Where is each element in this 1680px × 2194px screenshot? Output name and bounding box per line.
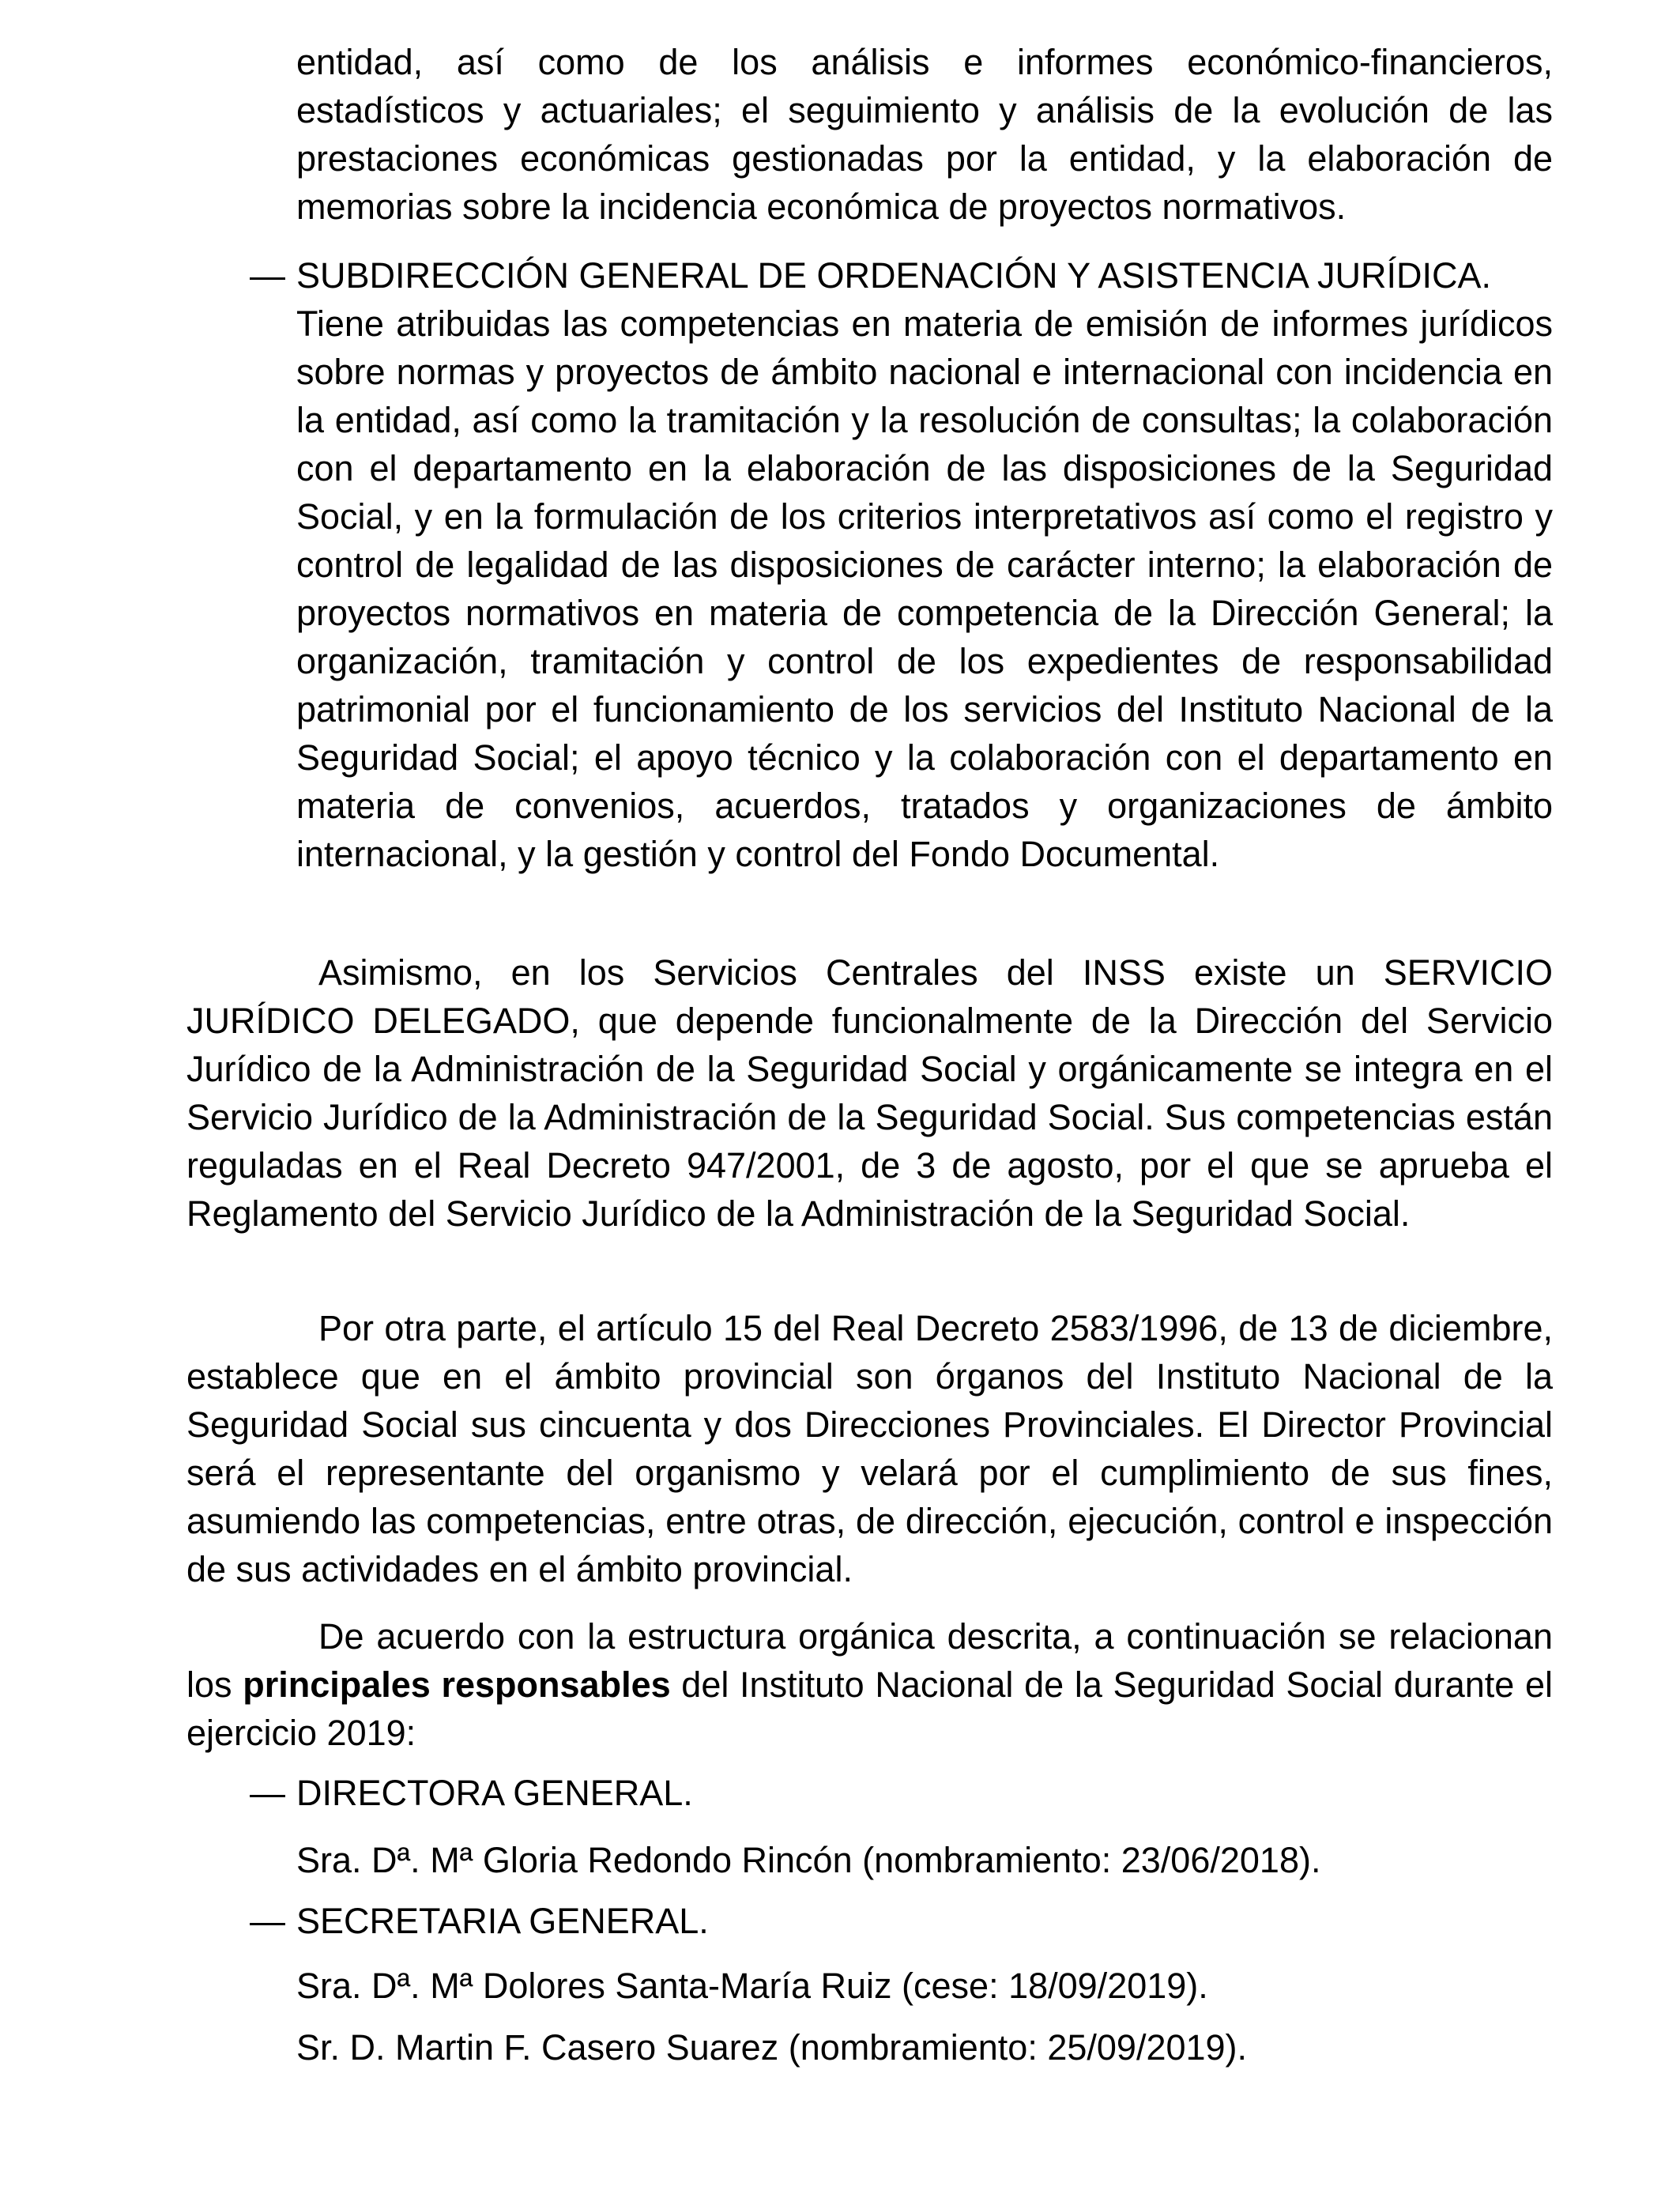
position-title-directora: DIRECTORA GENERAL.: [296, 1773, 693, 1813]
position-person: Sra. Dª. Mª Gloria Redondo Rincón (nombramiento: 23/06/2018).: [296, 1840, 1321, 1880]
position-person: Sra. Dª. Mª Dolores Santa-María Ruiz (cese: 18/09/2019).: [296, 1966, 1208, 2006]
position-person: Sr. D. Martin F. Casero Suarez (nombramiento: 25/09/2019).: [296, 2027, 1248, 2068]
paragraph-estudios-continuation: entidad, así como de los análisis e informes económico-financieros, estadísticos y actuariales; el seguimiento y análisis de la evolución de las prestaciones económicas gestionadas por la entidad, y la elaboración de memorias sobre la incidencia económica de proyectos normativos.: [296, 42, 1553, 227]
position-title-secretaria: SECRETARIA GENERAL.: [296, 1901, 709, 1941]
list-dash: —: [250, 1901, 285, 1941]
responsables-intro-before: De acuerdo con la estructura orgánica descrita, a continuación se relacionan los: [186, 1616, 1553, 1705]
paragraph-servicio-juridico: Asimismo, en los Servicios Centrales del INSS existe un SERVICIO JURÍDICO DELEGADO, que depende funcionalmente de la Dirección del Servicio Jurídico de la Administración de la Seguridad Social y orgánicamente se integra en el Servicio Jurídico de la Administración de la Seguridad Social. Sus competencias están reguladas en el Real Decreto 947/2001, de 3 de agosto, por el que se aprueba el Reglamento del Servicio Jurídico de la Administración de la Seguridad Social.: [186, 952, 1553, 1234]
list-dash: —: [250, 255, 285, 296]
paragraph-direcciones-provinciales: [186, 1304, 1553, 1593]
paragraph-ordenacion: Tiene atribuidas las competencias en materia de emisión de informes jurídicos sobre normas y proyectos de ámbito nacional e internacional con incidencia en la entidad, así como la tramitación y la resolución de consultas; la colaboración con el departamento en la elaboración de las disposiciones de la Seguridad Social, y en la formulación de los criterios interpretativos así como el registro y control de legalidad de las disposiciones de carácter interno; la elaboración de proyectos normativos en materia de competencia de la Dirección General; la organización, tramitación y control de los expedientes de responsabilidad patrimonial por el funcionamiento de los servicios del Instituto Nacional de la Seguridad Social; el apoyo técnico y la colaboración con el departamento en materia de convenios, acuerdos, tratados y organizaciones de ámbito internacional, y la gestión y control del Fondo Documental.: [296, 303, 1553, 874]
responsables-intro-bold: principales responsables: [243, 1664, 671, 1705]
paragraph-direcciones-provinciales-text: Por otra parte, el artículo 15 del Real Decreto 2583/1996, de 13 de diciembre, establece que en el ámbito provincial son órganos del Instituto Nacional de la Seguridad Social sus cincuenta y dos Direcciones Provinciales. El Director Provincial será el representante del organismo y velará por el cumplimiento de sus fines, asumiendo las competencias, entre otras, de dirección, ejecución, control e inspección de sus actividades en el ámbito provincial.: [186, 1308, 1553, 1589]
paragraph-responsables-intro: [186, 1612, 1553, 1757]
responsables-intro-after: del Instituto Nacional de la Seguridad Social durante el ejercicio 2019:: [186, 1664, 1553, 1753]
list-dash: —: [250, 1773, 285, 1813]
section-heading-ordenacion: SUBDIRECCIÓN GENERAL DE ORDENACIÓN Y ASISTENCIA JURÍDICA.: [296, 255, 1491, 296]
